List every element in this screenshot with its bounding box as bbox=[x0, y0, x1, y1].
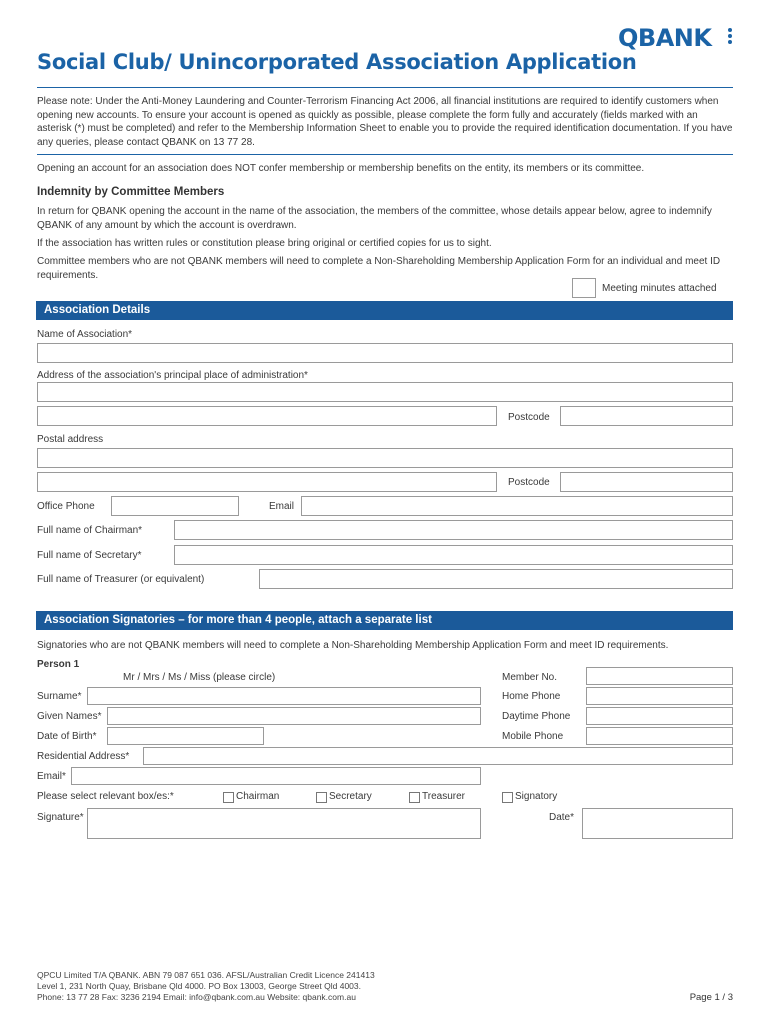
chairman-checkbox[interactable] bbox=[223, 792, 234, 803]
email-label: Email bbox=[269, 501, 295, 512]
postal-postcode-input[interactable] bbox=[560, 472, 733, 492]
treasurer-checkbox[interactable] bbox=[409, 792, 420, 803]
signatory-role-label: Signatory bbox=[515, 791, 558, 802]
address-label: Address of the association's principal place of administration* bbox=[37, 370, 308, 381]
member-no-label: Member No. bbox=[502, 672, 558, 683]
dob-label: Date of Birth* bbox=[37, 731, 97, 742]
treasurer-input[interactable] bbox=[259, 569, 733, 589]
meeting-minutes-label: Meeting minutes attached bbox=[602, 283, 717, 294]
postal-address-line-1-input[interactable] bbox=[37, 448, 733, 468]
address-line-2-input[interactable] bbox=[37, 406, 497, 426]
association-name-input[interactable] bbox=[37, 343, 733, 363]
chairman-label: Full name of Chairman* bbox=[37, 525, 143, 536]
email-input[interactable] bbox=[301, 496, 733, 516]
date-label: Date* bbox=[549, 812, 575, 823]
person-1-label: Person 1 bbox=[37, 659, 80, 670]
select-roles-label: Please select relevant box/es:* bbox=[37, 791, 174, 802]
footer-line-1: QPCU Limited T/A QBANK. ABN 79 087 651 036. AFSL/Australian Credit Licence 241413 bbox=[37, 970, 375, 980]
title-options-label: Mr / Mrs / Ms / Miss (please circle) bbox=[123, 672, 276, 683]
secretary-label: Full name of Secretary* bbox=[37, 550, 142, 561]
indemnity-paragraph-3: Committee members who are not QBANK members will need to complete a Non-Shareholding Membership Application Form for an individual and meet ID requirements. bbox=[37, 256, 721, 281]
home-phone-label: Home Phone bbox=[502, 691, 561, 702]
footer-line-3: Phone: 13 77 28 Fax: 3236 2194 Email: info@qbank.com.au Website: qbank.com.au bbox=[37, 992, 356, 1002]
qbank-logo: QBANK bbox=[618, 24, 712, 52]
signatories-header: Association Signatories – for more than 4 people, attach a separate list bbox=[36, 611, 733, 630]
treasurer-role-label: Treasurer bbox=[422, 791, 465, 802]
surname-label: Surname* bbox=[37, 691, 82, 702]
surname-input[interactable] bbox=[87, 687, 481, 705]
signature-input[interactable] bbox=[87, 808, 481, 839]
footer-info bbox=[37, 970, 375, 1003]
chairman-input[interactable] bbox=[174, 520, 733, 540]
residential-address-label: Residential Address* bbox=[37, 751, 130, 762]
member-no-input[interactable] bbox=[586, 667, 733, 685]
postal-postcode-label: Postcode bbox=[508, 477, 550, 488]
secretary-input[interactable] bbox=[174, 545, 733, 565]
office-phone-label: Office Phone bbox=[37, 501, 95, 512]
mobile-phone-label: Mobile Phone bbox=[502, 731, 564, 742]
daytime-phone-label: Daytime Phone bbox=[502, 711, 571, 722]
given-names-input[interactable] bbox=[107, 707, 481, 725]
office-phone-input[interactable] bbox=[111, 496, 239, 516]
secretary-role-label: Secretary bbox=[329, 791, 372, 802]
meeting-minutes-checkbox[interactable] bbox=[572, 278, 596, 298]
footer-line-2: Level 1, 231 North Quay, Brisbane Qld 4000. PO Box 13003, George Street Qld 4003. bbox=[37, 981, 361, 991]
dob-input[interactable] bbox=[107, 727, 264, 745]
residential-address-input[interactable] bbox=[143, 747, 733, 765]
logo-dots-icon bbox=[726, 28, 734, 46]
signatory-email-input[interactable] bbox=[71, 767, 481, 785]
postcode-label: Postcode bbox=[508, 412, 550, 423]
chairman-role-label: Chairman bbox=[236, 791, 280, 802]
intro-note: Please note: Under the Anti-Money Laundering and Counter-Terrorism Financing Act 2006, all financial institutions are required to identify customers when opening new accounts. To ensure your account is opened as quickly as possible, please complete the form fully and accurately (fields marked with an asterisk (*) must be completed) and refer to the Membership Information Sheet to enable you to provide the required identification documentation. If you have any queries, please contact QBANK on 13 77 28. bbox=[37, 96, 733, 148]
date-input[interactable] bbox=[582, 808, 733, 839]
intro-notice: Opening an account for an association does NOT confer membership or membership benefits on the entity, its members or its committee. bbox=[37, 163, 645, 174]
postal-address-label: Postal address bbox=[37, 434, 104, 445]
association-details-header: Association Details bbox=[36, 301, 733, 320]
address-line-1-input[interactable] bbox=[37, 382, 733, 402]
secretary-checkbox[interactable] bbox=[316, 792, 327, 803]
signatory-email-label: Email* bbox=[37, 771, 66, 782]
intro-rule bbox=[37, 154, 733, 155]
indemnity-paragraph-2: If the association has written rules or constitution please bring original or certified copies for us to sight. bbox=[37, 238, 492, 249]
signature-label: Signature* bbox=[37, 812, 84, 823]
page-number: Page 1 / 3 bbox=[689, 992, 733, 1003]
indemnity-heading: Indemnity by Committee Members bbox=[37, 186, 225, 198]
daytime-phone-input[interactable] bbox=[586, 707, 733, 725]
treasurer-label: Full name of Treasurer (or equivalent) bbox=[37, 574, 205, 585]
signatory-checkbox[interactable] bbox=[502, 792, 513, 803]
mobile-phone-input[interactable] bbox=[586, 727, 733, 745]
association-name-label: Name of Association* bbox=[37, 329, 133, 340]
page-title: Social Club/ Unincorporated Association Application bbox=[37, 50, 637, 74]
title-rule bbox=[37, 87, 733, 88]
given-names-label: Given Names* bbox=[37, 711, 102, 722]
postal-address-line-2-input[interactable] bbox=[37, 472, 497, 492]
postcode-input[interactable] bbox=[560, 406, 733, 426]
home-phone-input[interactable] bbox=[586, 687, 733, 705]
signatories-note: Signatories who are not QBANK members will need to complete a Non-Shareholding Membership Application Form and meet ID requirements. bbox=[37, 640, 669, 651]
indemnity-paragraph-1: In return for QBANK opening the account in the name of the association, the members of the committee, whose details appear below, agree to indemnify QBANK of any amount by which the account is overdrawn. bbox=[37, 206, 712, 231]
